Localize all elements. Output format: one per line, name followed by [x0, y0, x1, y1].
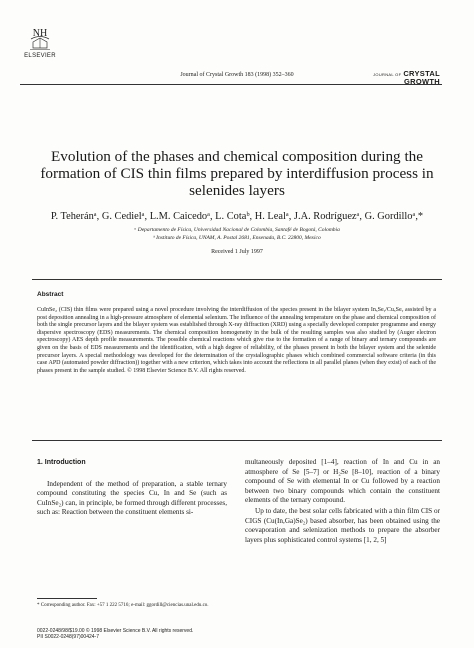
left-column	[37, 458, 227, 518]
affiliation-a: ᵃ Departamento de Física, Universidad Nacional de Colombia, Santafé de Bogotá, Colombia	[134, 227, 340, 233]
journal-logo-line1: CRYSTAL	[403, 69, 440, 78]
abstract-top-rule	[32, 279, 442, 280]
right-column	[245, 458, 440, 545]
header-rule	[20, 84, 442, 85]
copyright-block	[37, 628, 193, 640]
north-holland-logo-icon	[25, 26, 55, 52]
section-heading-introduction: 1. Introduction	[37, 459, 86, 466]
affiliation-b: ᵇ Instituto de Física, UNAM, A. Postal 2681, Ensenada, B.C. 22800, Mexico	[153, 235, 321, 241]
publisher-logo	[20, 26, 60, 59]
publisher-name: ELSEVIER	[24, 53, 56, 59]
svg-text:NH: NH	[32, 28, 48, 39]
journal-logo-line2: GROWTH	[404, 77, 440, 86]
copyright-line: 0022-0248/98/$19.00 © 1998 Elsevier Science B.V. All rights reserved.	[37, 628, 194, 634]
journal-reference: Journal of Crystal Growth 183 (1998) 352–360	[180, 72, 294, 78]
journal-logo-small: JOURNAL OF	[373, 72, 402, 77]
article-title: Evolution of the phases and chemical composition during the formation of CIS thin films prepared by interdiffusion process in selenides layers	[40, 148, 434, 199]
intro-paragraph-2: Up to date, the best solar cells fabricated with a thin film CIS or CIGS (Cu(In,Ga)Se₂) based absorber, has been obtained using the coevaporation and selenization methods to prepare the absorber layers plus sophisticated control systems [1, 2, 5]	[245, 506, 440, 544]
abstract-heading: Abstract	[37, 291, 64, 298]
intro-paragraph-1-continued: multaneously deposited [1–4], reaction of In and Cu in an atmosphere of Se [5–7] or H₂Se [8–10], reaction of a binary compound of Se with elemental In or Cu followed by a reaction between two binary compounds which contain the constituent elements of the ternary compound.	[245, 458, 440, 505]
author-list: P. Teheránᵃ, G. Cedielᵃ, L.M. Caicedoᵃ, L. Cotaᵇ, H. Lealᵃ, J.A. Rodríguezᵃ, G. Gordilloᵃ,*	[50, 211, 424, 222]
abstract-text: CuInSe₂ (CIS) thin films were prepared using a novel procedure involving the interdiffusion of the species present in the bilayer system InₓSeᵧ/CuₓSeᵧ assisted by a post deposition annealing in a high-pressure atmosphere of elemental selenium. The influence of the annealing temperature on the phase and chemical composition of both the single precursor layers and the bilayer system was established through X-ray diffraction (XRD) using a specially developed computer programme and energy dispersive spectroscopy (EDS) measurements. The chemical composition homogeneity in the bulk of the resulting samples was also studied by (Auger electron spectroscopy) AES depth profile measurements. The possible chemical reactions which give rise to the formation of a range of binary and ternary compounds are given on the basis of EDS measurements and the identification, with a high degree of reliability, of the phases present in both the bilayer system and the selenide precursor layers. A special methodology was developed for the determination of the crystallographic phases which combined commercial software criteria (in this case APD (automated powder diffraction)) together with a new criterion, which takes into account the reflections in all parallel planes (when they exist) of each of the phases present in the sample studied. © 1998 Elsevier Science B.V. All rights reserved.	[37, 307, 436, 374]
intro-paragraph-1: Independent of the method of preparation, a stable ternary compound constituting the species Cu, In and Se (such as CuInSe₂) can, in principle, be formed through different processes, such as: Reaction between the constituent elements si-	[37, 479, 227, 517]
journal-logo	[373, 68, 440, 85]
pii-line: PII S0022-0248(97)00424-7	[37, 634, 99, 641]
abstract-bottom-rule	[32, 440, 442, 441]
footnote-rule	[37, 598, 97, 599]
received-date: Received 1 July 1997	[211, 249, 263, 255]
corresponding-author-footnote: * Corresponding author. Fax: +57 1 222 5716; e-mail: ggordill@ciencias.unal.edu.co.	[37, 603, 209, 608]
